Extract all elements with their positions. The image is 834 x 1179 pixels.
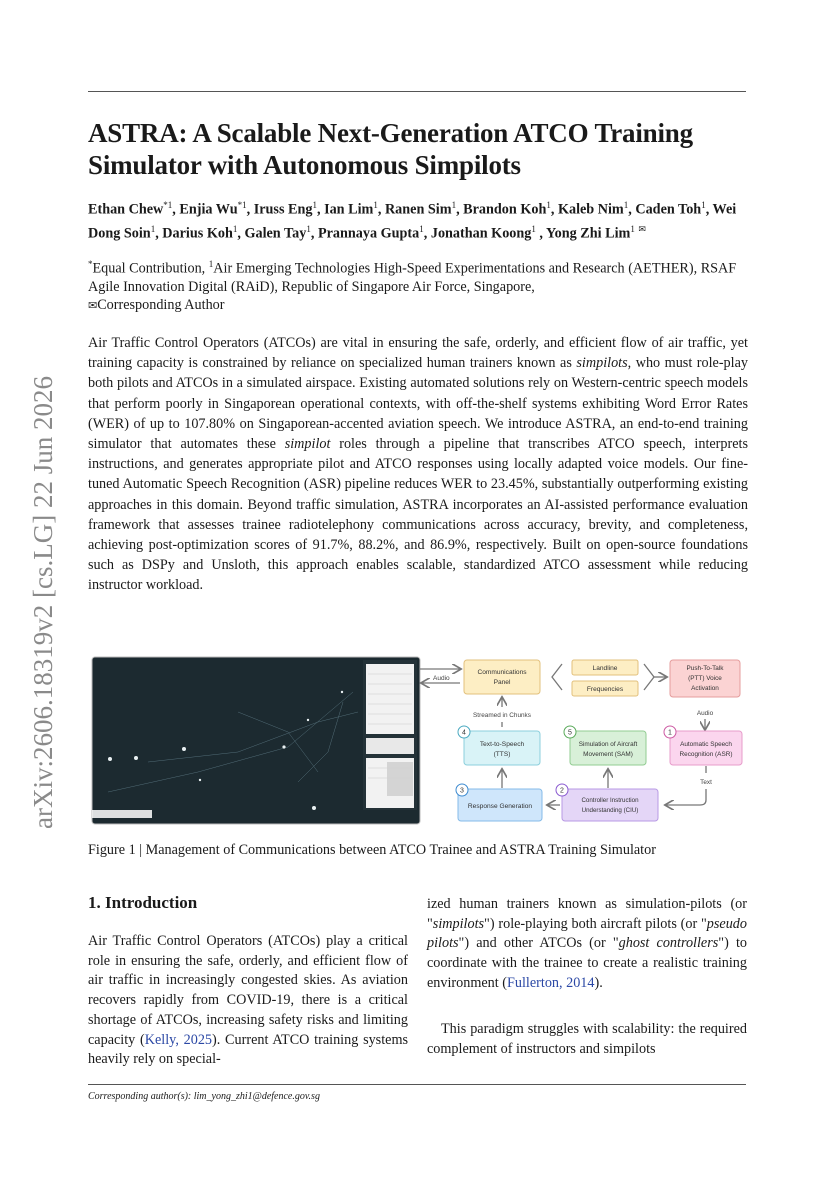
author: Caden Toh <box>635 201 702 218</box>
author: Yong Zhi Lim <box>546 225 631 242</box>
author: Iruss Eng <box>253 201 313 218</box>
intro-right-paragraph-1: ized human trainers known as simulation-pilots (or "simpilots") role-playing both aircraft pilots (or "pseudo pilots") and other ATCOs (or "ghost controllers") to coordinate with the trainee to create a realistic training environment (Fullerton, 2014). <box>427 896 747 991</box>
svg-text:Simulation of Aircraft: Simulation of Aircraft <box>578 741 638 748</box>
author: Galen Tay <box>244 225 307 242</box>
top-rule <box>88 91 746 92</box>
figure-1 <box>88 652 748 828</box>
author: Jonathan Koong <box>430 225 532 242</box>
simulator-screenshot <box>92 657 420 824</box>
svg-text:Movement (SAM): Movement (SAM) <box>583 751 633 758</box>
svg-text:Recognition (ASR): Recognition (ASR) <box>679 751 733 758</box>
svg-text:(TTS): (TTS) <box>493 751 511 758</box>
author: Darius Koh <box>162 225 233 242</box>
svg-text:Panel: Panel <box>493 679 511 686</box>
author: Ian Lim <box>324 201 374 218</box>
svg-text:4: 4 <box>462 729 466 737</box>
intro-left-paragraph: Air Traffic Control Operators (ATCOs) play a critical role in ensuring the safe, orderly, and efficient flow of air traffic in increasingly congested skies. As aviation recovers rapidly from COVID-19, there is a critical shortage of ATCOs, increasing safety risks and limiting capacity (Kelly, 2025). Current ATCO training systems heavily rely on special- <box>88 933 408 1068</box>
section-heading: 1. Introduction <box>88 893 198 912</box>
svg-text:Communications: Communications <box>477 669 527 676</box>
envelope-icon: ✉ <box>638 223 646 234</box>
svg-text:Activation: Activation <box>691 685 719 692</box>
author: Ethan Chew <box>88 201 164 218</box>
arxiv-stamp-text: arXiv:2606.18319v2 [cs.LG] 22 Jun 2026 <box>28 376 58 829</box>
author: Ranen Sim <box>384 201 452 218</box>
svg-text:3: 3 <box>460 787 464 795</box>
citation-link[interactable]: Kelly, 2025 <box>144 1031 213 1048</box>
svg-text:2: 2 <box>560 787 564 795</box>
svg-text:Response Generation: Response Generation <box>467 803 533 810</box>
arxiv-stamp <box>16 345 60 833</box>
author-list: Ethan Chew$^{*1}$, Enjia Wu$^{*1}$, Iruss Eng$^1$, Ian Lim$^1$, Ranen Sim$^1$, Brandon Koh$^1$, Kaleb Nim$^1$, Caden Toh$^1$, Wei Dong Soin$^1$, Darius Koh$^1$, Galen Tay$^1$, Prannaya Gupta$^1$, Jonathan Koong$^1$ , Yong Zhi Lim$^1$ ✉ <box>88 200 737 242</box>
svg-text:Text-to-Speech: Text-to-Speech <box>479 741 525 748</box>
svg-text:Controller Instruction: Controller Instruction <box>581 797 639 804</box>
author: Brandon Koh <box>463 201 547 218</box>
envelope-icon: ✉ <box>88 299 98 312</box>
svg-text:Understanding (CIU): Understanding (CIU) <box>581 807 639 814</box>
footer-rule <box>88 1084 746 1085</box>
abstract: Air Traffic Control Operators (ATCOs) are vital in ensuring the safe, orderly, and efficient flow of air traffic, yet training capacity is constrained by reliance on specialized human trainers known as simpilots, who must role-play both pilots and ATCOs in a simulated airspace. Existing automated solutions rely on Western-centric speech models that perform poorly in Singaporean operational contexts, with off-the-shelf systems exhibiting Word Error Rates (WER) of up to 107.80% on Singaporean-accented aviation speech. We introduce ASTRA, an end-to-end training simulator that automates these simpilot roles through a pipeline that transcribes ATCO speech, interprets instructions, and generates appropriate pilot and ATCO responses using locally adapted voice models. Our fine-tuned Automatic Speech Recognition (ASR) pipeline reduces WER to 23.45%, substantially outperforming existing approaches in this domain. Beyond traffic simulation, ASTRA incorporates an AI-assisted performance evaluation framework that assesses trainee radiotelephony communications across accuracy, brevity, and completeness, achieving post-optimization scores of 91.7%, 88.2%, and 86.9%, respectively. Built on open-source foundations such as DSPy and Unsloth, this approach enables scalable, standardized ATCO assessment while reducing instructor workload. <box>88 335 748 594</box>
author: Kaleb Nim <box>557 201 624 218</box>
svg-text:Audio: Audio <box>433 675 450 682</box>
svg-text:Text: Text <box>700 779 712 786</box>
svg-text:Streamed in Chunks: Streamed in Chunks <box>473 712 531 719</box>
author: Wei Dong Soin <box>88 201 737 242</box>
svg-text:Frequencies: Frequencies <box>586 686 624 693</box>
svg-text:Push-To-Talk: Push-To-Talk <box>686 665 724 672</box>
author: Enjia Wu <box>179 201 238 218</box>
svg-text:1: 1 <box>668 729 672 737</box>
affiliations: *Equal Contribution, $^1$Air Emerging Technologies High-Speed Experimentations and Research (AETHER), RSAF Agile Innovation Digital (RAiD), Republic of Singapore Air Force, Singapore, ✉Corresponding Author <box>88 259 737 313</box>
citation-link[interactable]: Fullerton, 2014 <box>506 974 595 991</box>
svg-text:5: 5 <box>568 729 572 737</box>
intro-right-paragraph-2: This paradigm struggles with scalability: the required complement of instructors and simpilots <box>427 1021 747 1057</box>
svg-text:Automatic Speech: Automatic Speech <box>680 741 732 748</box>
author: Prannaya Gupta <box>317 225 420 242</box>
svg-text:Audio: Audio <box>696 710 714 717</box>
svg-text:Landline: Landline <box>592 665 618 672</box>
paper-title: ASTRA: A Scalable Next-Generation ATCO Training Simulator with Autonomous Simpilots <box>88 118 693 180</box>
figure-caption: Figure 1 | Management of Communications between ATCO Trainee and ASTRA Training Simulator <box>88 842 656 858</box>
footer-note: Corresponding author(s): lim_yong_zhi1@defence.gov.sg <box>88 1091 320 1102</box>
svg-text:(PTT) Voice: (PTT) Voice <box>688 675 722 682</box>
